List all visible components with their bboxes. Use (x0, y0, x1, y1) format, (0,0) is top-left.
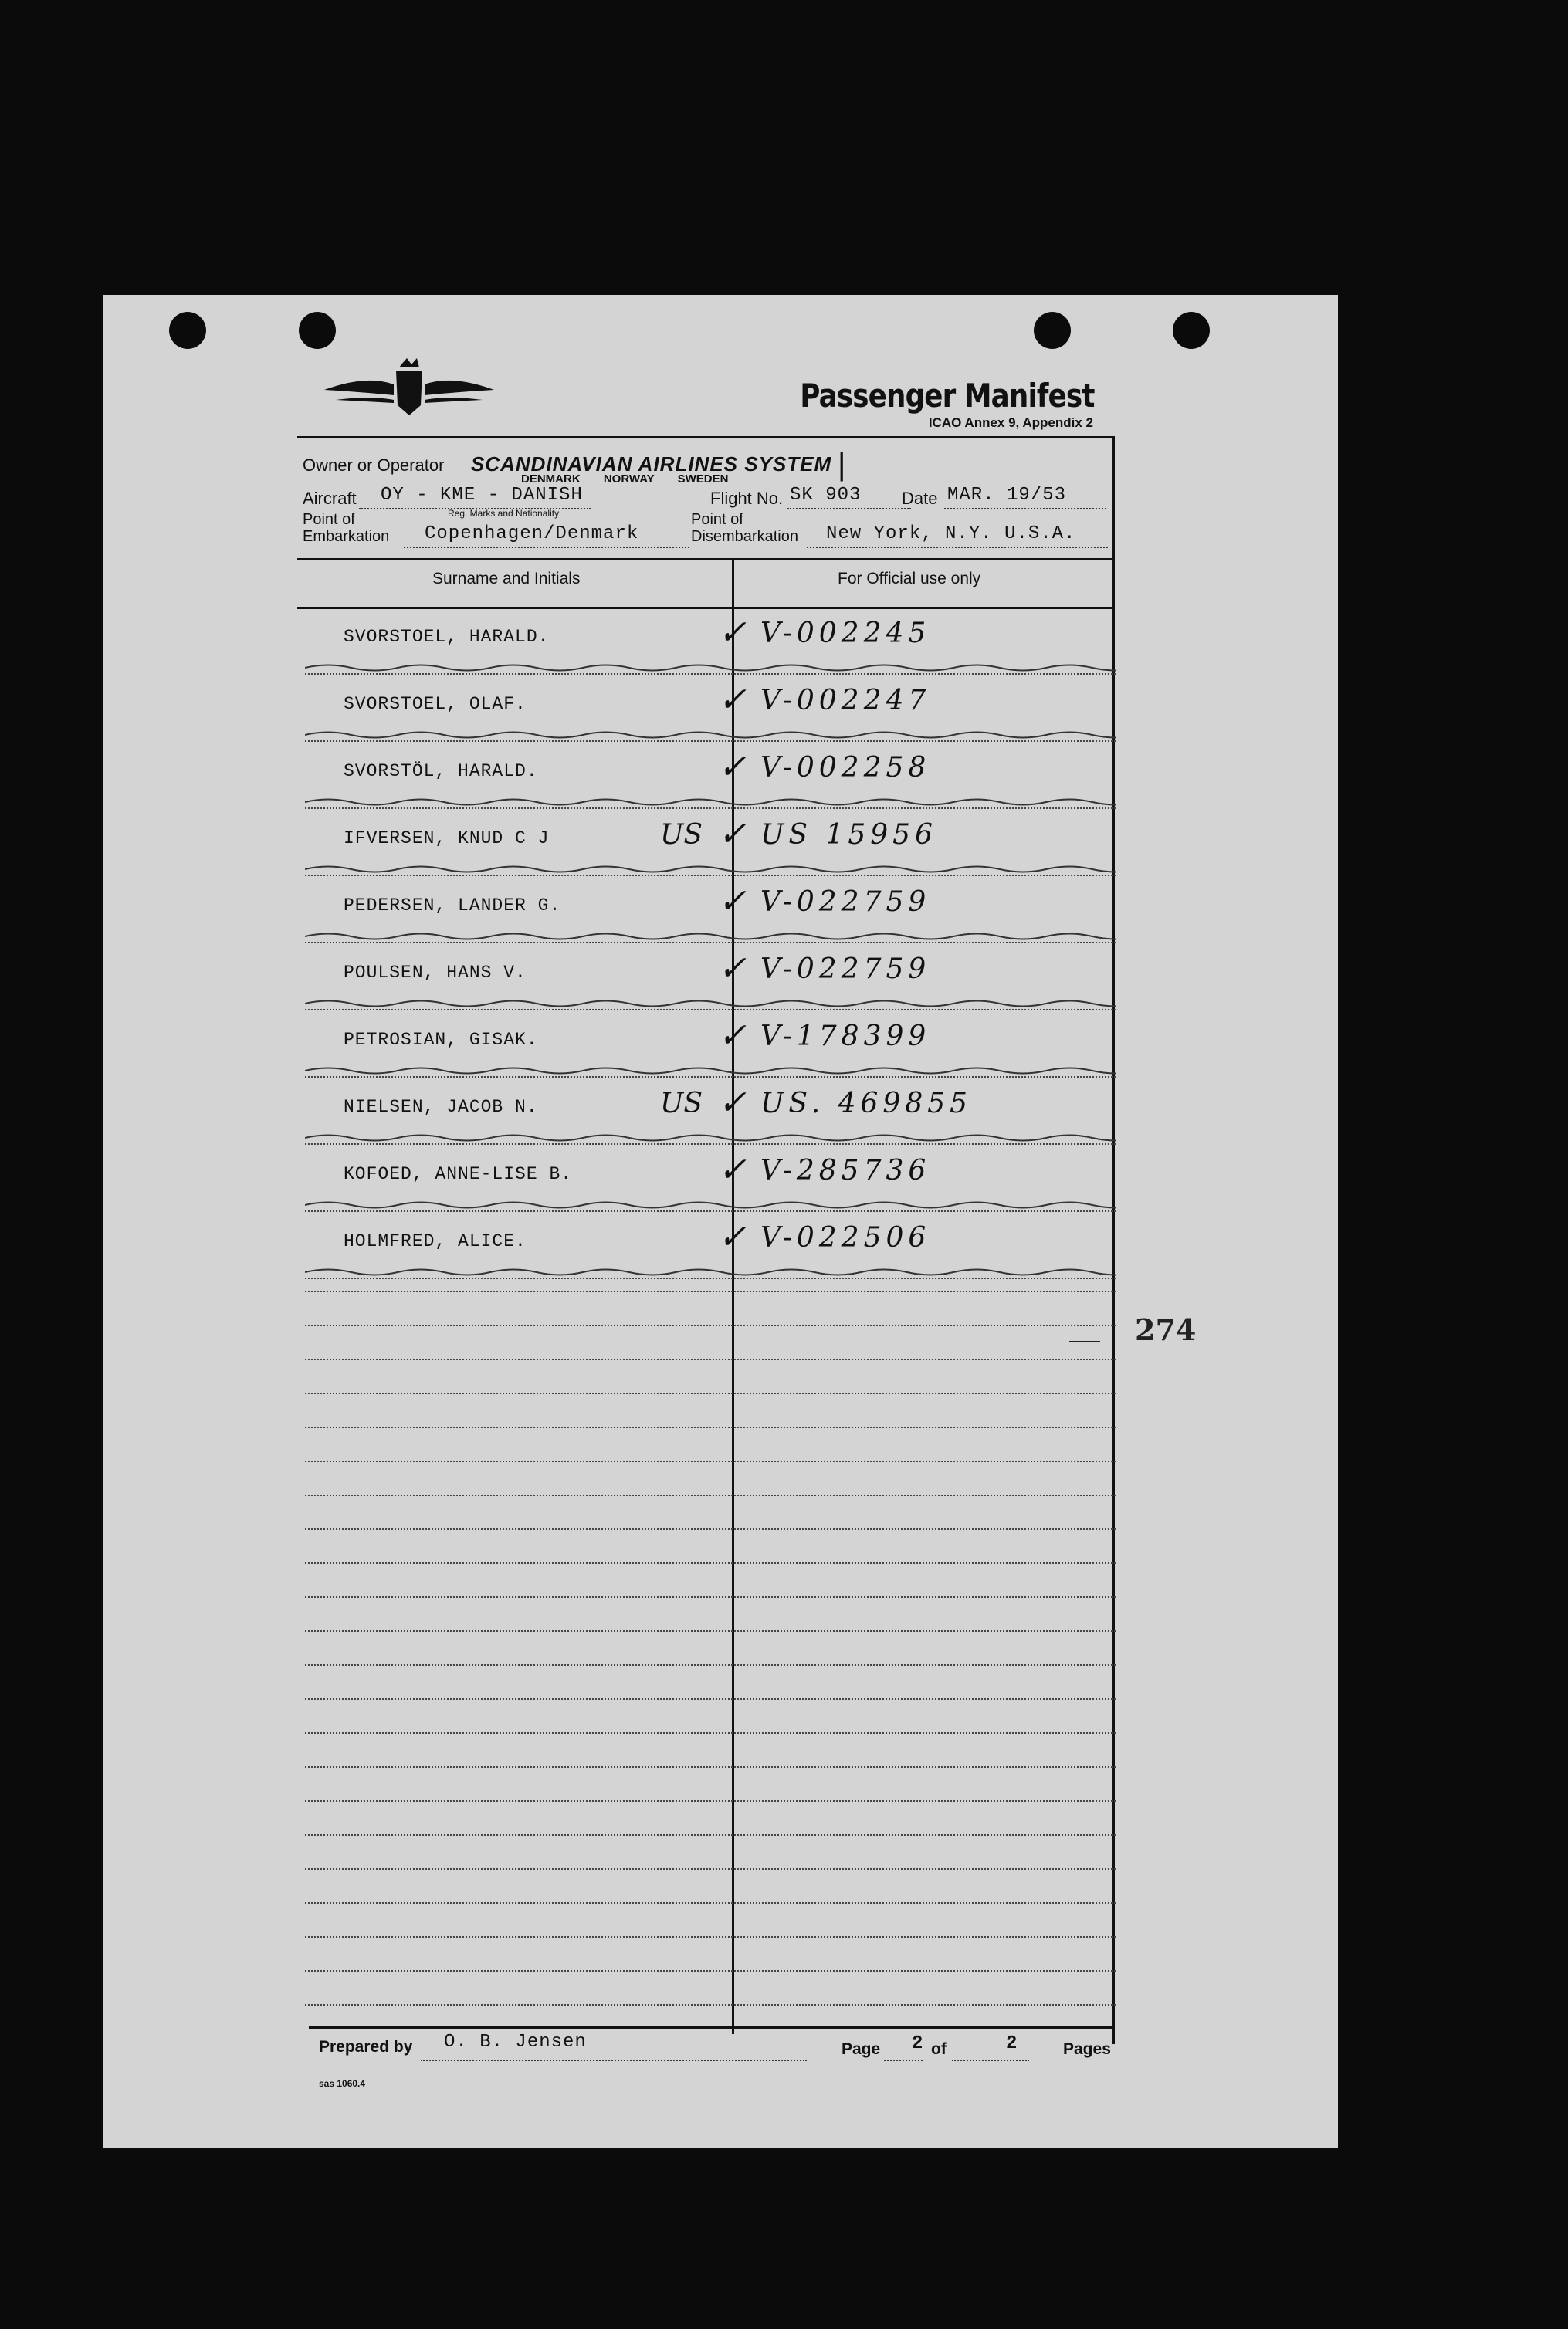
blank-rule (305, 1800, 1116, 1802)
of-value: 2 (1006, 2033, 1018, 2054)
official-use-entry: V-178399 (760, 1021, 931, 1052)
flight-label: Flight No. (710, 489, 784, 508)
check-mark-icon: ✓ (718, 1217, 747, 1257)
aircraft-label: Aircraft (303, 489, 357, 508)
blank-rule (305, 1596, 1116, 1598)
check-mark-icon: ✓ (718, 882, 747, 921)
winged-crest-logo (320, 355, 498, 425)
official-use-entry: V-022759 (760, 953, 931, 985)
aircraft-value: OY - KME - DANISH (381, 485, 583, 506)
passenger-name: IFVERSEN, KNUD C J (344, 828, 550, 848)
blank-rule (305, 1902, 1116, 1904)
row-rule (305, 673, 1116, 675)
passenger-name: PEDERSEN, LANDER G. (344, 895, 561, 916)
flight-value: SK 903 (790, 485, 862, 506)
column-header-official: For Official use only (838, 570, 981, 587)
row-rule (305, 1009, 1116, 1010)
manifest-form (197, 340, 1112, 2089)
blank-rule (305, 1359, 1116, 1360)
of-line (952, 2060, 1029, 2061)
official-use-entry: US. 469855 (760, 1088, 973, 1119)
row-separator (305, 790, 1116, 814)
disembark-value: New York, N.Y. U.S.A. (826, 523, 1076, 544)
column-header-surname: Surname and Initials (432, 570, 581, 587)
check-mark-icon: ✓ (718, 680, 747, 719)
pages-label: Pages (1063, 2040, 1111, 2058)
blank-rule (305, 1495, 1116, 1496)
disembark-label-1: Point of (691, 511, 743, 528)
blank-rule (305, 1291, 1116, 1292)
flight-line (787, 508, 911, 509)
blank-rule (305, 1834, 1116, 1836)
official-use-entry: V-285736 (760, 1155, 931, 1187)
check-mark-icon: ✓ (718, 1150, 747, 1190)
page-title: Passenger Manifest (800, 377, 1095, 415)
check-mark-icon: ✓ (718, 613, 747, 652)
row-separator (305, 992, 1116, 1015)
official-use-entry: V-022506 (760, 1222, 931, 1254)
row-separator (305, 723, 1116, 746)
row-rule (305, 807, 1116, 809)
us-annotation: US (660, 1088, 703, 1119)
us-annotation: US (660, 819, 703, 851)
official-use-entry: V-002258 (760, 752, 931, 784)
blank-rule (305, 1732, 1116, 1734)
punch-hole (1173, 312, 1210, 349)
check-mark-icon: ✓ (718, 814, 747, 854)
blank-rule (305, 1427, 1116, 1428)
passenger-name: NIELSEN, JACOB N. (344, 1097, 538, 1117)
row-rule (305, 1278, 1116, 1279)
blank-rule (305, 1393, 1116, 1394)
check-mark-icon: ✓ (718, 1083, 747, 1122)
page-subtitle: ICAO Annex 9, Appendix 2 (928, 415, 1093, 430)
passenger-name: SVORSTÖL, HARALD. (344, 761, 538, 781)
operator-label: Owner or Operator (303, 455, 445, 475)
column-header-row (297, 558, 1112, 609)
row-separator (305, 1261, 1116, 1284)
row-separator (305, 656, 1116, 679)
embark-value: Copenhagen/Denmark (425, 523, 639, 544)
row-separator (305, 858, 1116, 881)
prepared-value: O. B. Jensen (444, 2032, 587, 2053)
official-use-entry: V-002247 (760, 685, 931, 716)
check-mark-icon: ✓ (718, 1016, 747, 1055)
embark-label-2: Embarkation (303, 528, 390, 545)
official-use-entry: V-002245 (760, 618, 931, 649)
disembark-label-2: Disembarkation (691, 528, 798, 545)
row-rule (305, 1076, 1116, 1078)
check-mark-icon: ✓ (718, 949, 747, 988)
passenger-name: PETROSIAN, GISAK. (344, 1030, 538, 1050)
date-line (944, 508, 1106, 509)
margin-dash (1069, 1341, 1100, 1342)
official-use-entry: US 15956 (760, 819, 937, 851)
blank-rule (305, 1528, 1116, 1530)
embark-line (404, 547, 689, 548)
page-label: Page (842, 2040, 881, 2058)
blank-rule (305, 1936, 1116, 1938)
blank-rule (305, 1664, 1116, 1666)
row-rule (305, 875, 1116, 876)
blank-rule (305, 1562, 1116, 1564)
row-separator (305, 925, 1116, 948)
page-stamp-number: 274 (1135, 1312, 1197, 1347)
page-line (884, 2060, 923, 2061)
form-code: sas 1060.4 (319, 2078, 366, 2089)
passenger-name: KOFOED, ANNE-LISE B. (344, 1164, 573, 1184)
row-rule (305, 1143, 1116, 1145)
row-separator (305, 1193, 1116, 1217)
blank-rule (305, 1325, 1116, 1326)
footer-rule (309, 2026, 1112, 2029)
embark-label-1: Point of (303, 511, 355, 528)
passenger-name: POULSEN, HANS V. (344, 963, 527, 983)
date-value: MAR. 19/53 (947, 485, 1067, 506)
passenger-name: SVORSTOEL, OLAF. (344, 694, 527, 714)
row-separator (305, 1126, 1116, 1149)
blank-rule (305, 1630, 1116, 1632)
passenger-name: HOLMFRED, ALICE. (344, 1231, 527, 1251)
prepared-label: Prepared by (319, 2038, 413, 2056)
operator-value: SCANDINAVIAN AIRLINES SYSTEM (471, 452, 832, 476)
blank-rule (305, 1698, 1116, 1700)
disembark-line (807, 547, 1108, 548)
blank-rule (305, 2004, 1116, 2006)
check-mark-icon: ✓ (718, 747, 747, 787)
blank-rule (305, 1970, 1116, 1972)
official-use-entry: V-022759 (760, 886, 931, 918)
row-rule (305, 942, 1116, 943)
blank-rule (305, 1766, 1116, 1768)
prepared-line (421, 2060, 807, 2061)
row-rule (305, 1210, 1116, 1212)
passenger-name: SVORSTOEL, HARALD. (344, 627, 550, 647)
blank-rule (305, 1461, 1116, 1462)
operator-countries: DENMARK NORWAY SWEDEN (521, 472, 729, 486)
date-label: Date (902, 489, 938, 508)
row-rule (305, 740, 1116, 742)
page-value: 2 (912, 2033, 924, 2054)
of-label: of (931, 2040, 947, 2058)
blank-rule (305, 1868, 1116, 1870)
pen-stroke: | (838, 448, 846, 482)
row-separator (305, 1059, 1116, 1082)
aircraft-caption: Reg. Marks and Nationality (448, 508, 560, 519)
